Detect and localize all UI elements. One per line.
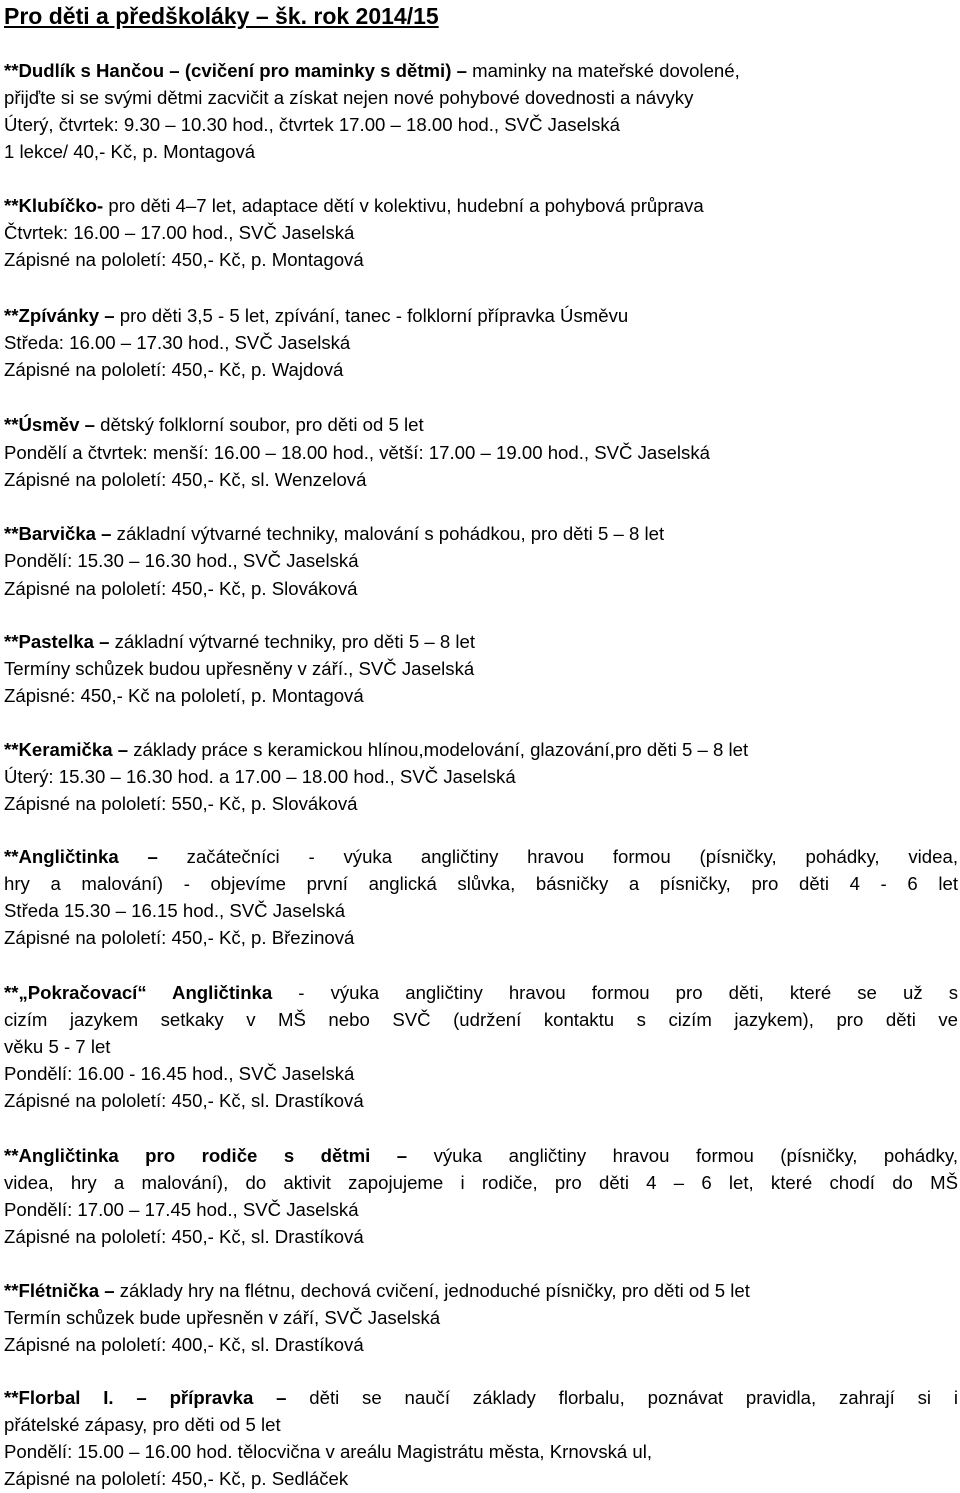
entry-line: [4, 791, 958, 818]
entry-text: Úterý, čtvrtek: 9.30 – 10.30 hod., čtvrtek 17.00 – 18.00 hod., SVČ Jaselská: [4, 114, 620, 135]
entry-line: [4, 1466, 958, 1493]
entry-text: videa, hry a malování), do aktivit zapojujeme i rodiče, pro děti 4 – 6 let, které chodí do MŠ: [4, 1172, 958, 1193]
entry-text: děti se naučí základy florbalu, poznávat pravidla, zahrají si i: [286, 1387, 958, 1408]
entry-line: [4, 330, 958, 357]
entry-line: [4, 220, 958, 247]
entry-text: Zápisné na pololetí: 450,- Kč, p. Wajdová: [4, 359, 344, 380]
entry-text: Středa 15.30 – 16.15 hod., SVČ Jaselská: [4, 900, 346, 921]
entry-text: Zápisné na pololetí: 450,- Kč, sl. Wenzelová: [4, 469, 367, 490]
entry-text: přátelské zápasy, pro děti od 5 let: [4, 1414, 281, 1435]
entry-line: [4, 737, 958, 764]
entry-text: Zápisné na pololetí: 450,- Kč, p. Sedláček: [4, 1468, 349, 1489]
entry-text: dětský folklorní soubor, pro děti od 5 let: [94, 414, 424, 435]
entry-text: cizím jazykem setkaky v MŠ nebo SVČ (udržení kontaktu s cizím jazykem), pro děti ve: [4, 1009, 958, 1030]
entry-text: Středa: 16.00 – 17.30 hod., SVČ Jaselská: [4, 332, 351, 353]
entry-heading: **Klubíčko-: [4, 195, 104, 216]
entry-heading: **Úsměv –: [4, 414, 95, 435]
entry-heading: **Pastelka –: [4, 631, 110, 652]
entry-line: [4, 656, 958, 683]
entry-text: základní výtvarné techniky, malování s pohádkou, pro děti 5 – 8 let: [111, 523, 665, 544]
entry-text: hry a malování) - objevíme první anglická slůvka, básničky a písničky, pro děti 4 - 6 let: [4, 873, 958, 894]
entry-line: [4, 1061, 958, 1088]
entry-line: [4, 1439, 958, 1466]
entry-line: [4, 58, 958, 85]
entry-line: [4, 112, 958, 139]
entry-line: [4, 440, 958, 467]
entry-line: [4, 1224, 958, 1251]
entry-line: [4, 764, 958, 791]
entry-text: Pondělí: 16.00 - 16.45 hod., SVČ Jaselská: [4, 1063, 355, 1084]
entry-heading: **„Pokračovací“ Angličtinka: [4, 982, 273, 1003]
entry-text: přijďte si se svými dětmi zacvičit a získat nejen nové pohybové dovednosti a návyky: [4, 87, 694, 108]
entry-line: [4, 1412, 958, 1439]
entry-line: [4, 898, 958, 925]
entry-line: [4, 1143, 958, 1170]
entry-text: Úterý: 15.30 – 16.30 hod. a 17.00 – 18.00 hod., SVČ Jaselská: [4, 766, 516, 787]
entry-line: [4, 1305, 958, 1332]
entry-text: Čtvrtek: 16.00 – 17.00 hod., SVČ Jaselská: [4, 222, 355, 243]
entry-line: [4, 1197, 958, 1224]
entry-text: výuka angličtiny hravou formou (písničky, pohádky,: [407, 1145, 958, 1166]
entry-text: Zápisné na pololetí: 450,- Kč, sl. Drastíková: [4, 1226, 364, 1247]
entry-line: [4, 1278, 958, 1305]
entry-line: [4, 247, 958, 274]
entry-text: Pondělí: 15.00 – 16.00 hod. tělocvična v areálu Magistrátu města, Krnovská ul,: [4, 1441, 653, 1462]
page-title: Pro děti a předškoláky – šk. rok 2014/15: [4, 3, 439, 29]
entry-line: [4, 85, 958, 112]
entry-line: [4, 1034, 958, 1061]
entry-text: věku 5 - 7 let: [4, 1036, 111, 1057]
entry-text: Zápisné na pololetí: 450,- Kč, p. Montagová: [4, 249, 364, 270]
entry-line: [4, 1332, 958, 1359]
entry-text: základy práce s keramickou hlínou,modelování, glazování,pro děti 5 – 8 let: [128, 739, 749, 760]
entry-heading: **Florbal I. – přípravka –: [4, 1387, 287, 1408]
entry-text: začátečníci - výuka angličtiny hravou formou (písničky, pohádky, videa,: [157, 846, 958, 867]
entry-line: [4, 412, 958, 439]
entry-line: [4, 139, 958, 166]
entry-text: pro děti 4–7 let, adaptace dětí v kolektivu, hudební a pohybová průprava: [103, 195, 704, 216]
entry-line: [4, 925, 958, 952]
entry-text: základní výtvarné techniky, pro děti 5 – 8 let: [109, 631, 475, 652]
entry-heading: **Dudlík s Hančou – (cvičení pro maminky s dětmi) –: [4, 60, 467, 81]
entry-text: maminky na mateřské dovolené,: [466, 60, 740, 81]
entry-line: [4, 844, 958, 871]
entry-text: Termín schůzek bude upřesněn v září, SVČ Jaselská: [4, 1307, 441, 1328]
entry-text: Pondělí a čtvrtek: menší: 16.00 – 18.00 hod., větší: 17.00 – 19.00 hod., SVČ Jaselská: [4, 442, 710, 463]
entry-line: [4, 1088, 958, 1115]
entry-heading: **Zpívánky –: [4, 305, 115, 326]
entry-text: Zápisné na pololetí: 550,- Kč, p. Slováková: [4, 793, 358, 814]
entry-text: Zápisné na pololetí: 450,- Kč, p. Slováková: [4, 578, 358, 599]
entry-text: Termíny schůzek budou upřesněny v září., SVČ Jaselská: [4, 658, 475, 679]
entry-heading: **Keramička –: [4, 739, 129, 760]
entry-text: Zápisné na pololetí: 450,- Kč, p. Březinová: [4, 927, 355, 948]
entry-line: [4, 980, 958, 1007]
entry-line: [4, 629, 958, 656]
entry-heading: **Angličtinka –: [4, 846, 158, 867]
entry-text: základy hry na flétnu, dechová cvičení, jednoduché písničky, pro děti od 5 let: [114, 1280, 750, 1301]
entry-text: Pondělí: 17.00 – 17.45 hod., SVČ Jaselská: [4, 1199, 359, 1220]
entry-line: [4, 357, 958, 384]
entry-line: [4, 1007, 958, 1034]
entry-line: [4, 521, 958, 548]
entry-text: 1 lekce/ 40,- Kč, p. Montagová: [4, 141, 256, 162]
entry-line: [4, 1170, 958, 1197]
entry-line: [4, 548, 958, 575]
entry-text: - výuka angličtiny hravou formou pro děti, které se už s: [272, 982, 958, 1003]
entry-line: [4, 467, 958, 494]
entry-line: [4, 683, 958, 710]
entry-text: Zápisné na pololetí: 400,- Kč, sl. Drastíková: [4, 1334, 364, 1355]
entry-line: [4, 871, 958, 898]
entry-heading: **Flétnička –: [4, 1280, 115, 1301]
entry-line: [4, 576, 958, 603]
entry-text: Zápisné na pololetí: 450,- Kč, sl. Drastíková: [4, 1090, 364, 1111]
entry-heading: **Barvička –: [4, 523, 112, 544]
entry-heading: **Angličtinka pro rodiče s dětmi –: [4, 1145, 408, 1166]
entry-text: Pondělí: 15.30 – 16.30 hod., SVČ Jaselská: [4, 550, 359, 571]
entry-line: [4, 1385, 958, 1412]
entry-line: [4, 193, 958, 220]
entry-text: pro děti 3,5 - 5 let, zpívání, tanec - folklorní přípravka Úsměvu: [114, 305, 629, 326]
entry-text: Zápisné: 450,- Kč na pololetí, p. Montagová: [4, 685, 364, 706]
entry-line: [4, 303, 958, 330]
